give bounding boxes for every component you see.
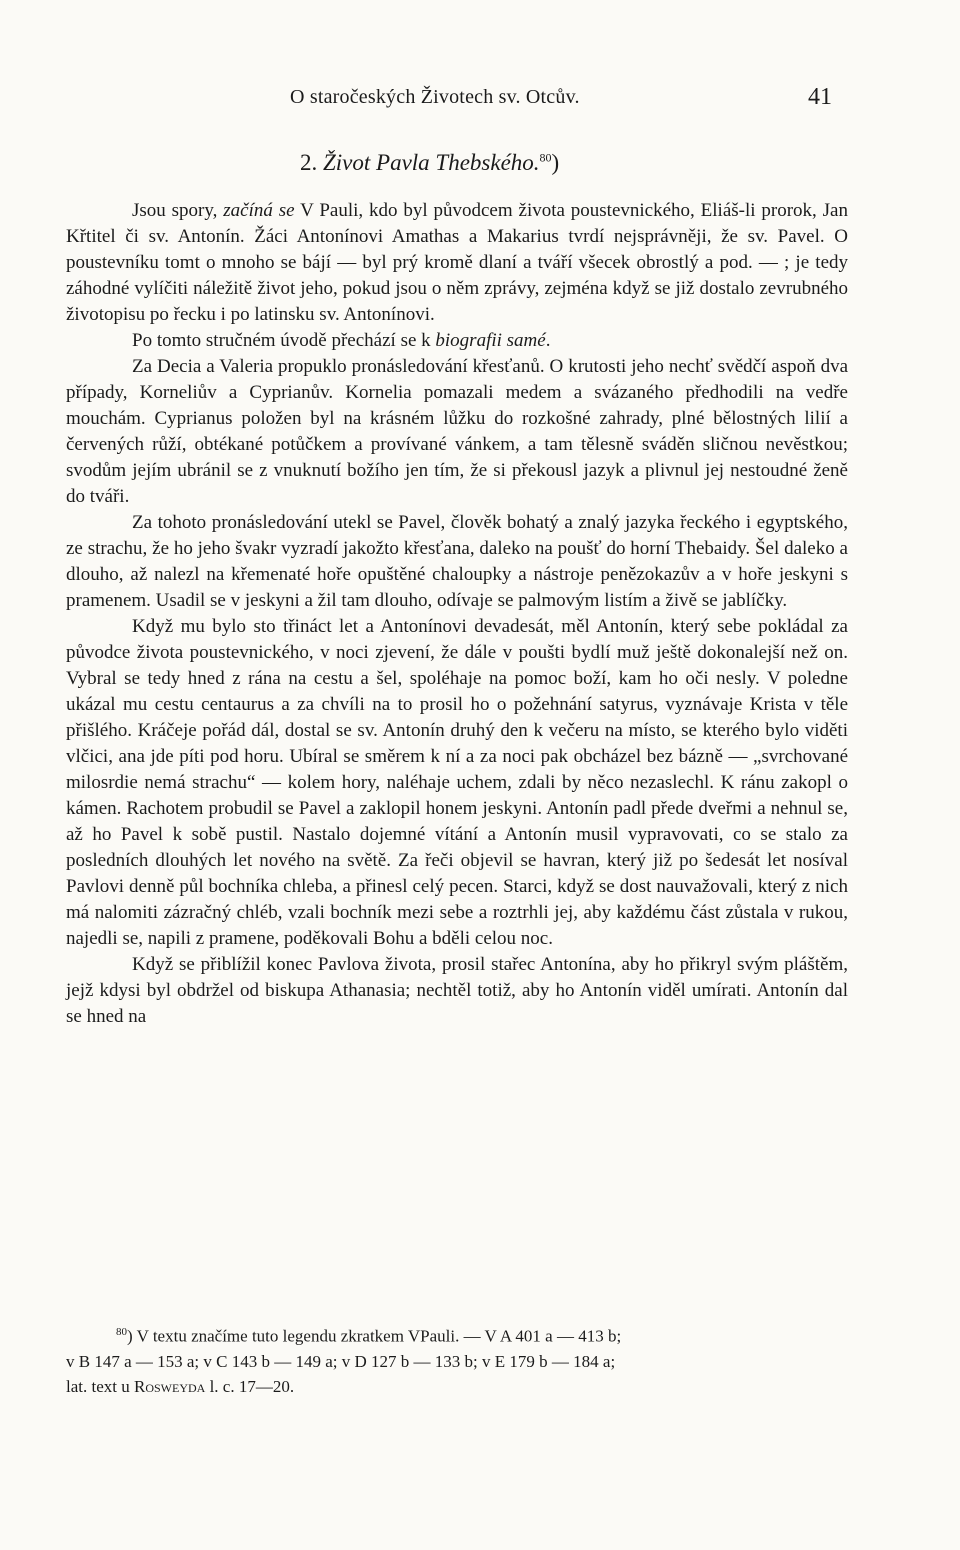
italic-phrase: biografii samé	[435, 330, 546, 351]
chapter-title	[300, 150, 720, 176]
footnote-marker: 80	[116, 1326, 127, 1338]
paragraph-5: Když mu bylo sto třináct let a Antonínovi devadesát, měl Antonín, který sebe pokládal za původce života poustevnického, v noci zjevení, že dále v poušti bydlí muž ještě dokonalejší než on. Vybral se tedy hned z rána na cestu a šel, spoléhaje na pomoc boží, kam ho oči nesly. V poledne ukázal mu cestu centaurus a za chvíli na to prosil ho o požehnání satyrus, vyznávaje Krista v těle přišlého. Kráčeje pořád dál, dostal se sv. Antonín druhý den k večeru na místo, se kterého bylo viděti vlčici, ana jde píti pod horu. Ubíral se směrem k ní a za noci pak obcházel bez bázně — „svrchované milosrdie nemá strachu“ — kolem hory, naléhaje uchem, zdali by něco nezaslechl. K ránu zakopl o kámen. Rachotem probudil se Pavel a zaklopil honem jeskyni. Antonín padl přede dveřmi a nehnul se, až ho Pavel k sobě pustil. Nastalo dojemné vítání a Antonín musil vypravovati, co se stalo za posledních dlouhých let nového na světě. Za řeči objevil se havran, který již po šedesát let nosíval Pavlovi denně půl bochníka chleba, a přinesl celý pecen. Starci, když se dost nauvažovali, který z nich má nalomiti zázračný chléb, vzali bochník mezi sebe a roztrhli jej, aby každému část zůstala v rukou, najedli se, napili z pramene, poděkovali Bohu a bděli celou noc.	[66, 616, 848, 949]
page-number: 41	[808, 84, 832, 110]
paragraph-6: Když se přiblížil konec Pavlova života, prosil stařec Antonína, aby ho přikryl svým pláštěm, jejž kdysi byl obdržel od biskupa Athanasia; nechtěl totiž, aby ho Antonín viděl umírati. Antonín dal se hned na	[66, 954, 848, 1027]
italic-phrase: začíná se	[223, 200, 295, 221]
paragraph-1	[66, 198, 848, 328]
chapter-heading: Život Pavla Thebského.	[323, 150, 540, 175]
chapter-number: 2.	[300, 150, 318, 175]
footnotes	[66, 1320, 848, 1399]
body-text	[66, 198, 848, 1030]
paragraph-2	[66, 328, 848, 354]
paragraph-text: Po tomto stručném úvodě přechází se k	[132, 330, 436, 351]
paragraph-text: Jsou spory,	[132, 200, 224, 221]
footnote-author: Rosweyda	[133, 1376, 206, 1396]
footnote-text: l. c. 17—20.	[205, 1376, 295, 1396]
paragraph-3: Za Decia a Valeria propuklo pronásledování křesťanů. O krutosti jeho nechť svědčí aspoň dva případy, Korneliův a Cyprianův. Kornelia pomazali medem a svázaného předhodili na vedře mouchám. Cyprianus položen byl na krásném lůžku do rozkošné zahrady, plné bělostných lilií a červených růží, obtékané potůčkem a provívané vánkem, a tam tělesně sváděn sličnou nevěstkou; svodům jejím ubránil se z vnuknutí božího jen tím, že si překousl jazyk a plivnul jej nestoudné ženě do tváři.	[66, 356, 848, 507]
footnote-text: ) V textu značíme tuto legendu zkratkem VPauli. — V A 401 a — 413 b;	[127, 1326, 622, 1346]
paragraph-4: Za tohoto pronásledování utekl se Pavel, člověk bohatý a znalý jazyka řeckého i egyptského, ze strachu, že ho jeho švakr vyzradí jakožto křesťana, daleko na poušť do horní Thebaidy. Šel daleko a dlouho, až nalezl na křemenaté hoře opuštěné chaloupky a nástroje penězokazův a v hoře jeskyni s pramenem. Usadil se v jeskyni a žil tam dlouho, odívaje se palmovým listím a živě se jablíčky.	[66, 512, 848, 611]
footnote-text: lat. text u	[66, 1376, 134, 1396]
running-head: O staročeských Životech sv. Otcův.	[290, 86, 580, 108]
chapter-footnote-ref: 80	[539, 150, 552, 165]
paragraph-text: .	[545, 330, 551, 351]
footnote-line-1	[66, 1320, 848, 1349]
paragraph-text: V Pauli, kdo byl původcem života poustevnického, Eliáš-li prorok, Jan Křtitel či sv. Antonín. Žáci Antonínovi Amathas a Makarius tvrdí nejsprávněji, že sv. Pavel. O poustevníku tomt o mnoho se bájí — byl prý kromě dlaní a tváří všecek obrostlý a pod. — ; je tedy záhodné vylíčiti náležitě život jeho, pokud jsou o něm zprávy, zejména když se již dostalo zevrubného životopisu po řecku i po latinsku sv. Antonínovi.	[66, 200, 848, 325]
chapter-footnote-paren: )	[551, 150, 560, 175]
footnote-line-3	[66, 1374, 848, 1399]
footnote-line-2: v B 147 a — 153 a; v C 143 b — 149 a; v D 127 b — 133 b; v E 179 b — 184 a;	[66, 1351, 616, 1371]
